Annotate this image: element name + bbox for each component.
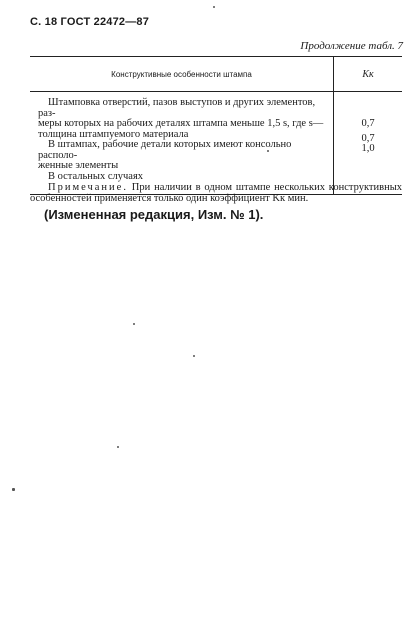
scan-speck <box>12 488 15 491</box>
row-text-line: меры которых на рабочих деталях штампа меньше 1,5 s, где s— <box>38 118 324 129</box>
row-text-line: толщина штампуемого материала <box>38 128 189 140</box>
table-cell-values <box>334 92 403 191</box>
column-header-features: Конструктивные особенности штампа <box>30 57 334 92</box>
row-text-line: В остальных случаях <box>48 170 144 182</box>
scan-speck <box>133 323 135 325</box>
coefficient-table <box>30 56 402 195</box>
scan-speck <box>117 446 119 448</box>
scan-speck <box>267 150 269 152</box>
coefficient-value: 1,0 <box>361 143 375 154</box>
coefficient-value: 0,7 <box>361 132 375 144</box>
note-label: Примечание. <box>48 182 128 193</box>
row-text-line: В штампах, рабочие детали которых имеют консольно располо- <box>38 139 292 161</box>
column-header-coefficient: Kк <box>334 57 403 92</box>
table-continuation-label: Продолжение табл. 7 <box>300 40 403 52</box>
scan-speck <box>193 355 195 357</box>
amendment-note: (Измененная редакция, Изм. № 1). <box>44 207 264 222</box>
scan-speck <box>213 6 215 8</box>
coefficient-value: 0,7 <box>361 118 375 129</box>
table-note <box>30 182 402 204</box>
row-text-line: женные элементы <box>38 160 119 171</box>
table-row <box>30 92 402 191</box>
note-text: При наличии в одном штампе нескольких конструктивных особенностей применяется только один коэффициент Kк мин. <box>30 182 402 204</box>
page-title: С. 18 ГОСТ 22472—87 <box>30 16 150 28</box>
table-cell-feature <box>30 92 334 191</box>
table-header-row <box>30 57 402 92</box>
row-text-line: Штамповка отверстий, пазов выступов и других элементов, раз- <box>38 97 316 119</box>
